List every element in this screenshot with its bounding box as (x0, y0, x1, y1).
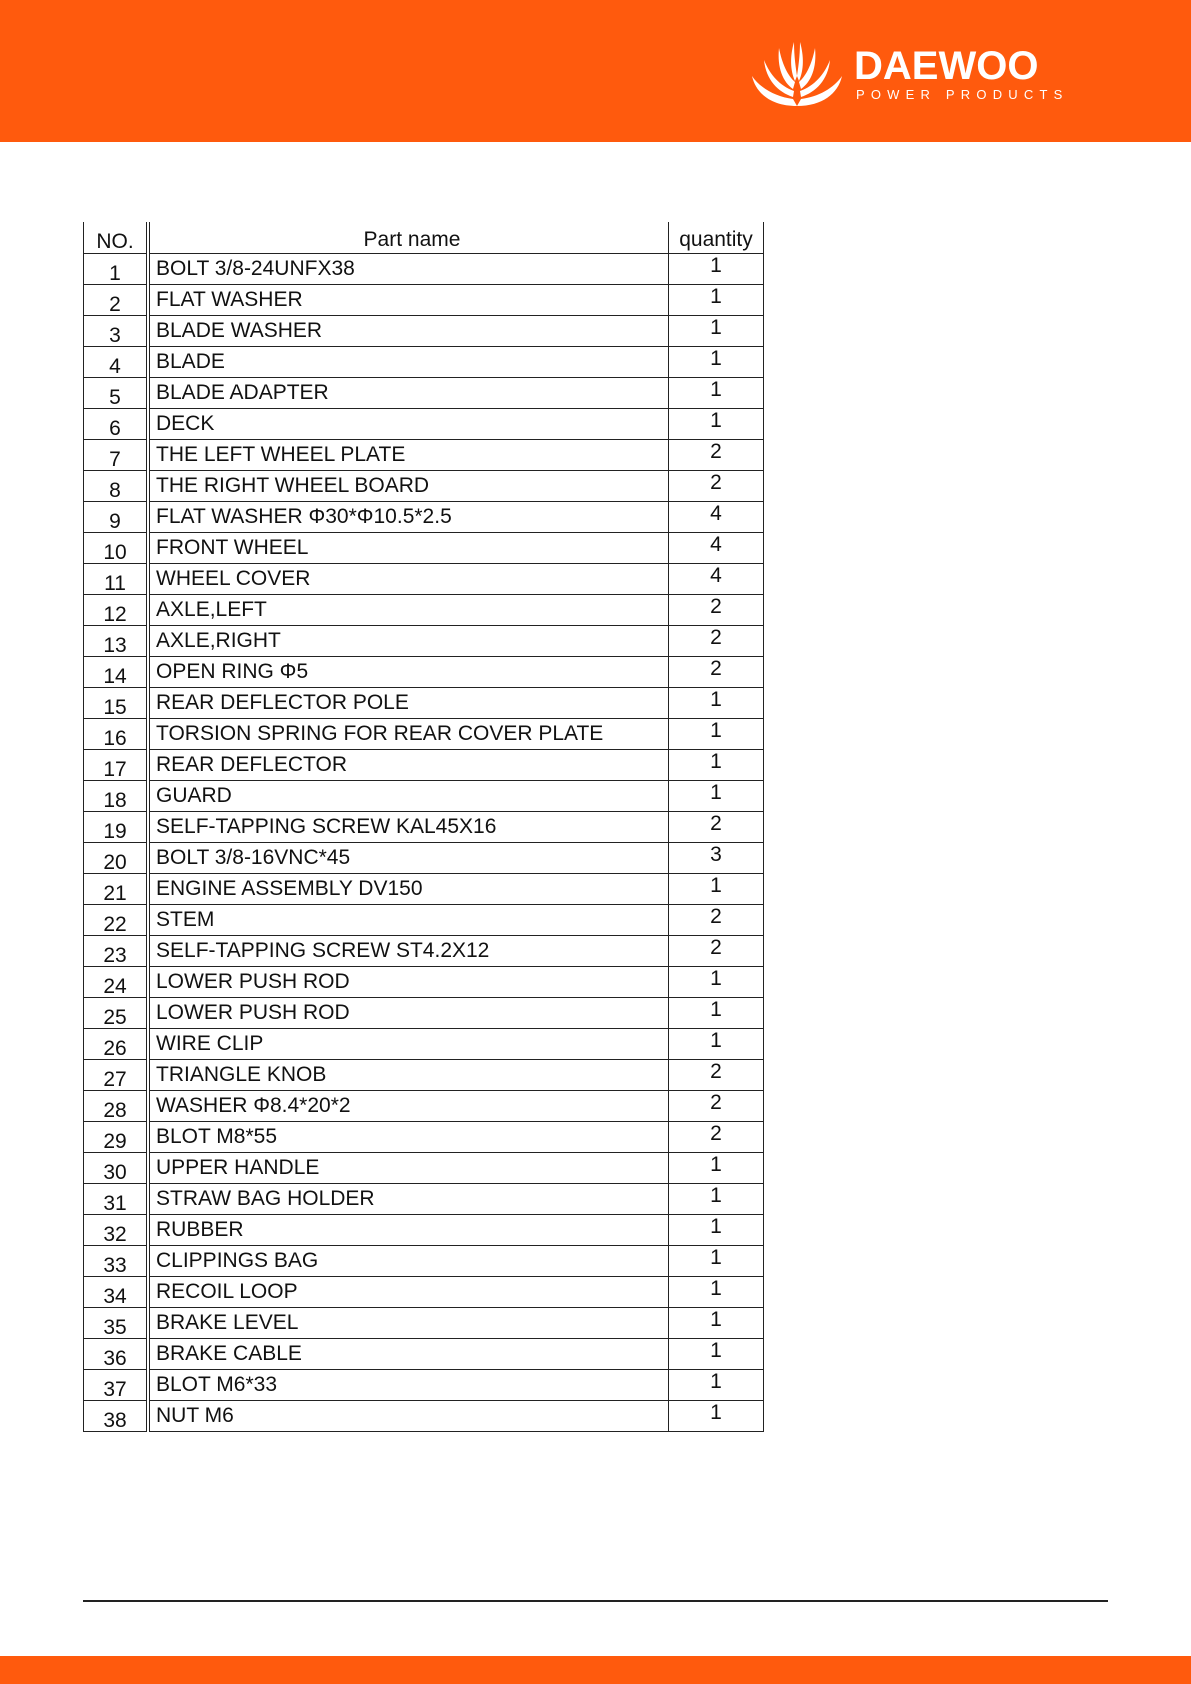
row-part-name: FLAT WASHER Φ30*Φ10.5*2.5 (148, 502, 669, 533)
row-number: 32 (84, 1215, 149, 1246)
row-number: 14 (84, 657, 149, 688)
row-quantity: 2 (669, 595, 764, 626)
table-row (84, 874, 764, 905)
table-row (84, 409, 764, 440)
table-row (84, 1060, 764, 1091)
table-row (84, 781, 764, 812)
row-number: 5 (84, 378, 149, 409)
fan-logo-icon (752, 42, 842, 108)
table-row (84, 533, 764, 564)
row-number: 20 (84, 843, 149, 874)
row-number: 8 (84, 471, 149, 502)
row-number: 12 (84, 595, 149, 626)
table-row (84, 1370, 764, 1401)
row-part-name: STRAW BAG HOLDER (148, 1184, 669, 1215)
row-part-name: BLOT M8*55 (148, 1122, 669, 1153)
row-part-name: BOLT 3/8-24UNFX38 (148, 254, 669, 285)
table-row (84, 285, 764, 316)
row-number: 10 (84, 533, 149, 564)
row-number: 30 (84, 1153, 149, 1184)
row-number: 25 (84, 998, 149, 1029)
row-number: 4 (84, 347, 149, 378)
footer-divider (83, 1600, 1108, 1602)
row-quantity: 3 (669, 843, 764, 874)
row-number: 15 (84, 688, 149, 719)
header-no: NO. (84, 222, 149, 254)
row-quantity: 1 (669, 1215, 764, 1246)
row-quantity: 2 (669, 626, 764, 657)
table-row (84, 347, 764, 378)
row-quantity: 4 (669, 502, 764, 533)
row-quantity: 1 (669, 1339, 764, 1370)
row-quantity: 2 (669, 905, 764, 936)
table-row (84, 657, 764, 688)
row-number: 3 (84, 316, 149, 347)
header-quantity: quantity (669, 222, 764, 254)
daewoo-logo (752, 42, 1072, 108)
row-part-name: BLADE WASHER (148, 316, 669, 347)
row-number: 21 (84, 874, 149, 905)
row-quantity: 1 (669, 347, 764, 378)
row-quantity: 2 (669, 1091, 764, 1122)
row-part-name: UPPER HANDLE (148, 1153, 669, 1184)
row-number: 33 (84, 1246, 149, 1277)
row-quantity: 2 (669, 657, 764, 688)
row-part-name: DECK (148, 409, 669, 440)
row-number: 9 (84, 502, 149, 533)
row-quantity: 1 (669, 967, 764, 998)
row-part-name: FLAT WASHER (148, 285, 669, 316)
row-quantity: 1 (669, 316, 764, 347)
row-part-name: TORSION SPRING FOR REAR COVER PLATE (148, 719, 669, 750)
header-part-name: Part name (148, 222, 669, 254)
row-part-name: BLOT M6*33 (148, 1370, 669, 1401)
table-row (84, 967, 764, 998)
row-number: 29 (84, 1122, 149, 1153)
table-row (84, 595, 764, 626)
row-part-name: TRIANGLE KNOB (148, 1060, 669, 1091)
row-number: 27 (84, 1060, 149, 1091)
row-part-name: BRAKE CABLE (148, 1339, 669, 1370)
row-number: 31 (84, 1184, 149, 1215)
row-quantity: 1 (669, 254, 764, 285)
row-part-name: SELF-TAPPING SCREW KAL45X16 (148, 812, 669, 843)
row-part-name: STEM (148, 905, 669, 936)
row-part-name: ENGINE ASSEMBLY DV150 (148, 874, 669, 905)
table-row (84, 440, 764, 471)
table-header-row (84, 222, 764, 254)
table-row (84, 1277, 764, 1308)
header-bar (0, 0, 1191, 142)
table-row (84, 1308, 764, 1339)
row-part-name: WASHER Φ8.4*20*2 (148, 1091, 669, 1122)
row-number: 1 (84, 254, 149, 285)
table-row (84, 1029, 764, 1060)
row-number: 19 (84, 812, 149, 843)
row-part-name: BLADE (148, 347, 669, 378)
row-part-name: CLIPPINGS BAG (148, 1246, 669, 1277)
row-quantity: 2 (669, 1122, 764, 1153)
row-quantity: 4 (669, 564, 764, 595)
row-number: 11 (84, 564, 149, 595)
row-part-name: FRONT WHEEL (148, 533, 669, 564)
row-quantity: 2 (669, 1060, 764, 1091)
table-row (84, 1215, 764, 1246)
parts-table-body (84, 254, 764, 1432)
table-row (84, 626, 764, 657)
row-part-name: AXLE,LEFT (148, 595, 669, 626)
row-part-name: OPEN RING Φ5 (148, 657, 669, 688)
row-number: 38 (84, 1401, 149, 1432)
row-part-name: NUT M6 (148, 1401, 669, 1432)
table-row (84, 936, 764, 967)
row-quantity: 2 (669, 936, 764, 967)
row-quantity: 2 (669, 440, 764, 471)
row-part-name: BRAKE LEVEL (148, 1308, 669, 1339)
row-number: 17 (84, 750, 149, 781)
row-quantity: 1 (669, 1029, 764, 1060)
table-row (84, 1122, 764, 1153)
table-row (84, 905, 764, 936)
table-row (84, 254, 764, 285)
row-part-name: REAR DEFLECTOR POLE (148, 688, 669, 719)
footer-bar (0, 1656, 1191, 1684)
row-number: 35 (84, 1308, 149, 1339)
table-row (84, 1401, 764, 1432)
table-row (84, 1184, 764, 1215)
table-row (84, 502, 764, 533)
table-row (84, 1091, 764, 1122)
row-quantity: 1 (669, 1277, 764, 1308)
table-row (84, 1153, 764, 1184)
table-row (84, 564, 764, 595)
brand-name: DAEWOO (854, 44, 1039, 88)
row-number: 28 (84, 1091, 149, 1122)
row-number: 22 (84, 905, 149, 936)
row-quantity: 1 (669, 1153, 764, 1184)
row-number: 37 (84, 1370, 149, 1401)
table-row (84, 998, 764, 1029)
table-row (84, 688, 764, 719)
row-quantity: 2 (669, 812, 764, 843)
row-part-name: GUARD (148, 781, 669, 812)
row-quantity: 1 (669, 750, 764, 781)
row-number: 26 (84, 1029, 149, 1060)
row-quantity: 1 (669, 1184, 764, 1215)
row-number: 36 (84, 1339, 149, 1370)
row-quantity: 1 (669, 781, 764, 812)
row-part-name: WIRE CLIP (148, 1029, 669, 1060)
table-row (84, 471, 764, 502)
row-part-name: REAR DEFLECTOR (148, 750, 669, 781)
row-part-name: RUBBER (148, 1215, 669, 1246)
row-quantity: 1 (669, 1246, 764, 1277)
row-quantity: 1 (669, 1401, 764, 1432)
row-number: 2 (84, 285, 149, 316)
row-part-name: BLADE ADAPTER (148, 378, 669, 409)
row-number: 13 (84, 626, 149, 657)
row-part-name: LOWER PUSH ROD (148, 998, 669, 1029)
row-part-name: BOLT 3/8-16VNC*45 (148, 843, 669, 874)
row-quantity: 1 (669, 688, 764, 719)
parts-table (83, 222, 764, 1432)
row-number: 16 (84, 719, 149, 750)
table-row (84, 812, 764, 843)
row-quantity: 1 (669, 1370, 764, 1401)
row-number: 18 (84, 781, 149, 812)
row-quantity: 4 (669, 533, 764, 564)
table-row (84, 1246, 764, 1277)
row-part-name: SELF-TAPPING SCREW ST4.2X12 (148, 936, 669, 967)
row-part-name: RECOIL LOOP (148, 1277, 669, 1308)
row-part-name: THE LEFT WHEEL PLATE (148, 440, 669, 471)
table-row (84, 843, 764, 874)
row-quantity: 1 (669, 998, 764, 1029)
row-number: 7 (84, 440, 149, 471)
table-row (84, 378, 764, 409)
row-quantity: 1 (669, 285, 764, 316)
row-part-name: THE RIGHT WHEEL BOARD (148, 471, 669, 502)
table-row (84, 719, 764, 750)
brand-tagline: POWER PRODUCTS (856, 87, 1069, 102)
table-row (84, 316, 764, 347)
row-quantity: 1 (669, 378, 764, 409)
row-part-name: AXLE,RIGHT (148, 626, 669, 657)
row-quantity: 2 (669, 471, 764, 502)
row-part-name: LOWER PUSH ROD (148, 967, 669, 998)
row-quantity: 1 (669, 1308, 764, 1339)
table-row (84, 750, 764, 781)
table-row (84, 1339, 764, 1370)
row-number: 24 (84, 967, 149, 998)
row-quantity: 1 (669, 719, 764, 750)
row-number: 34 (84, 1277, 149, 1308)
row-part-name: WHEEL COVER (148, 564, 669, 595)
row-number: 6 (84, 409, 149, 440)
row-quantity: 1 (669, 409, 764, 440)
row-quantity: 1 (669, 874, 764, 905)
row-number: 23 (84, 936, 149, 967)
